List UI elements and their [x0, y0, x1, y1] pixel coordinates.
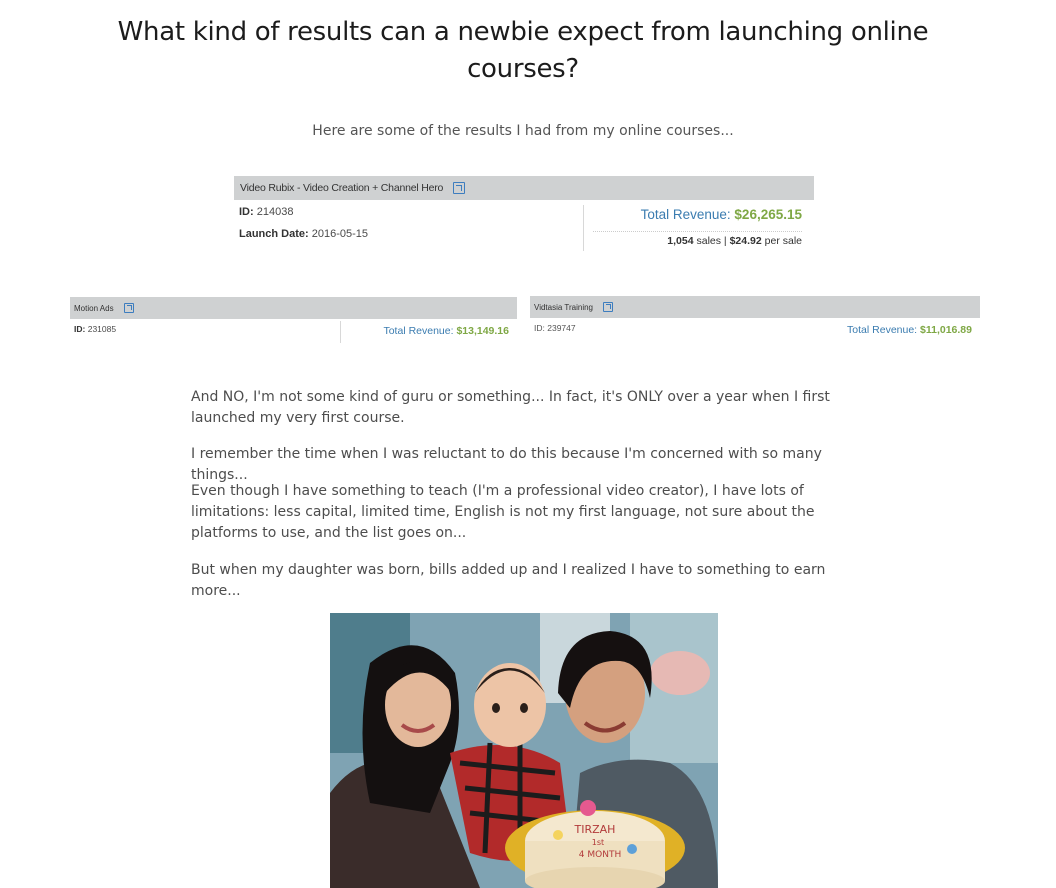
- cake-text: 1st: [591, 838, 605, 847]
- per-sale-suffix: per sale: [764, 235, 802, 247]
- course-card-header: [234, 176, 814, 200]
- sales-summary: [667, 235, 802, 247]
- total-revenue: [641, 207, 802, 222]
- course-card-header: [530, 296, 980, 318]
- external-link-icon[interactable]: [453, 182, 465, 194]
- cake-text: TIRZAH: [574, 823, 616, 836]
- course-name[interactable]: Vidtasia Training: [534, 302, 593, 312]
- id-label: ID:: [74, 324, 86, 334]
- per-sale-value: $24.92: [729, 235, 762, 247]
- total-revenue: [383, 325, 509, 337]
- revenue-value: $13,149.16: [456, 325, 509, 337]
- family-photo: [330, 613, 718, 888]
- course-card-main: [234, 176, 814, 251]
- paragraph: And NO, I'm not some kind of guru or something... In fact, it's ONLY over a year when I first launched my very first course.: [191, 389, 830, 426]
- revenue-label: Total Revenue:: [383, 325, 454, 337]
- paragraph: Even though I have something to teach (I'm a professional video creator), I have lots of limitations: less capital, limited time, English is not my first language, not sure about the platforms to use, and the list goes on...: [191, 483, 815, 541]
- course-card-header: [70, 297, 517, 319]
- id-value: 239747: [547, 323, 576, 333]
- launch-label: Launch Date:: [239, 228, 309, 240]
- revenue-value: $11,016.89: [920, 324, 972, 336]
- launch-date-value: 2016-05-15: [311, 228, 369, 240]
- course-card-right: [530, 296, 980, 342]
- external-link-icon[interactable]: [603, 302, 613, 312]
- revenue-label: Total Revenue:: [640, 207, 731, 222]
- page-title: What kind of results can a newbie expect from launching online courses?: [117, 17, 929, 84]
- launch-date: [239, 228, 368, 240]
- course-name[interactable]: Video Rubix - Video Creation + Channel Hero: [240, 182, 444, 194]
- course-id: [534, 323, 576, 333]
- external-link-icon[interactable]: [124, 303, 134, 313]
- course-card-left: [70, 297, 517, 343]
- course-id: [74, 324, 116, 334]
- revenue-value: $26,265.15: [734, 207, 802, 222]
- course-name[interactable]: Motion Ads: [74, 303, 114, 313]
- cake-text: 4 MONTH: [578, 850, 622, 860]
- paragraph: I remember the time when I was reluctant to do this because I'm concerned with so many things...: [191, 446, 822, 483]
- intro-text: Here are some of the results I had from my online courses...: [312, 123, 734, 139]
- total-revenue: [847, 324, 972, 336]
- card-divider: [340, 321, 341, 343]
- id-value: 214038: [256, 206, 294, 218]
- course-id: [239, 206, 293, 218]
- id-value: 231085: [87, 324, 117, 334]
- revenue-label: Total Revenue:: [847, 324, 918, 336]
- paragraph: But when my daughter was born, bills added up and I realized I have to something to earn more...: [191, 562, 826, 599]
- sales-suffix: sales |: [696, 235, 727, 247]
- sales-count: 1,054: [667, 235, 694, 247]
- id-label: ID:: [239, 206, 254, 218]
- id-label: ID:: [534, 323, 545, 333]
- dotted-divider: [593, 231, 802, 232]
- card-divider: [583, 205, 584, 251]
